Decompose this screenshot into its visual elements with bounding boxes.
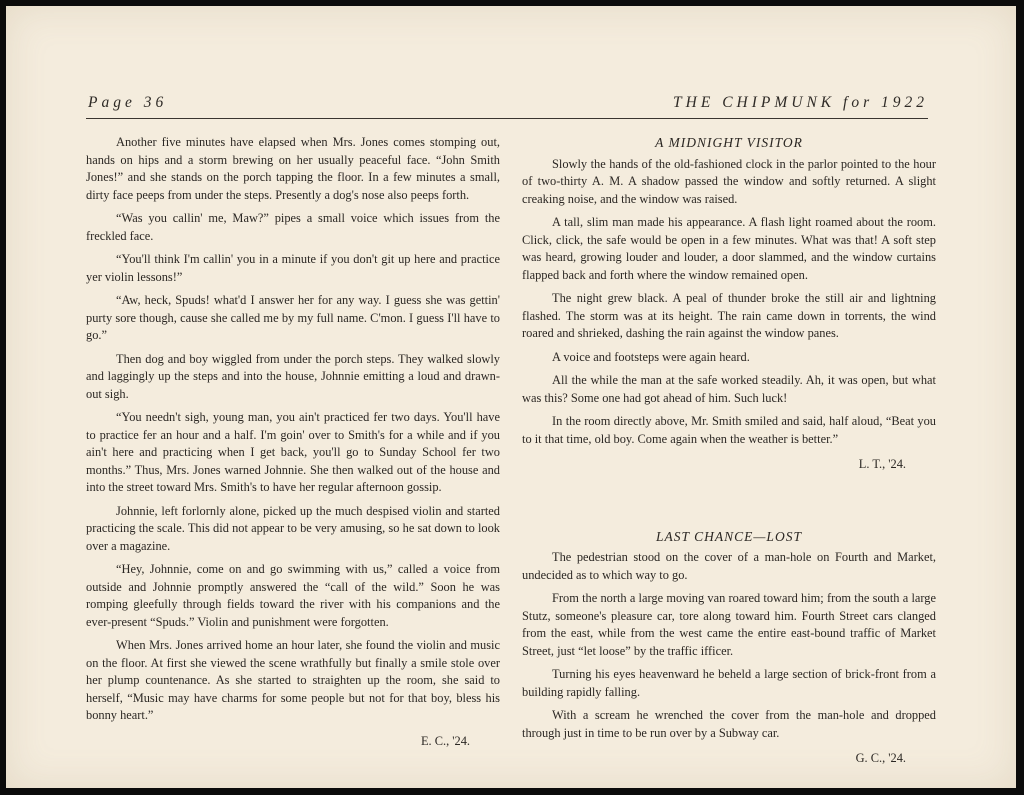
paragraph: Slowly the hands of the old-fashioned clock in the parlor pointed to the hour of two-thirty A. M. A shadow passed the window and softly returned. A slight creaking noise, and the window was raised. (522, 156, 936, 206)
paragraph: From the north a large moving van roared toward him; from the south a large Stutz, someone's pleasure car, tore along toward him. Fourth Street cars clanged from the east, while from the west came the entire east-bound traffic of Market Street, just “let loose” by the traffic ifficer. (522, 591, 936, 658)
paragraph: “Hey, Johnnie, come on and go swimming with us,” called a voice from outside and Johnnie promptly answered the “call of the wild.” Soon he was romping gleefully through fields toward the river with his companions and the ever-present “Spuds.” Violin and punishment were forgotten. (86, 562, 500, 629)
magazine-page (6, 6, 1016, 788)
paragraph: All the while the man at the safe worked steadily. Ah, it was open, but what was this? Some one had got ahead of him. Such luck! (522, 373, 936, 405)
magazine-title: THE CHIPMUNK for 1922 (673, 94, 928, 111)
author-signature: L. T., '24. (858, 457, 906, 471)
paragraph: “You needn't sigh, young man, you ain't practiced fer two days. You'll have to practice fer an hour and a half. I'm goin' over to Smith's for a while and if you ain't here and practicing when I get back, you'll go to Sunday School fer two months.” Thus, Mrs. Jones warned Johnnie. She then walked out of the house and into the street toward Mrs. Smith's to have her regular afternoon gossip. (86, 410, 500, 494)
story-spacer (522, 480, 936, 528)
paragraph: “Was you callin' me, Maw?” pipes a small voice which issues from the freckled face. (86, 211, 500, 243)
paragraph: A tall, slim man made his appearance. A flash light roamed about the room. Click, click, the safe would be open in a few minutes. What was that! A soft step was heard, growing louder and louder, a door slammed, and the window curtains flapped back and forth where the window remained open. (522, 215, 936, 282)
paragraph: Another five minutes have elapsed when Mrs. Jones comes stomping out, hands on hips and a storm brewing on her usually peaceful face. “John Smith Jones!” and she stands on the porch tapping the floor. In a few minutes a small, dirty face peeps from under the steps. Presently a dog's nose also peeps forth. (86, 135, 500, 202)
paragraph: Johnnie, left forlornly alone, picked up the much despised violin and started practicing the scale. This did not appear to be very amusing, so he sat down to look over a magazine. (86, 503, 500, 553)
paragraph: A voice and footsteps were again heard. (552, 349, 750, 364)
paragraph: With a scream he wrenched the cover from the man-hole and dropped through just in time to be run over by a Subway car. (522, 708, 936, 740)
paragraph: Turning his eyes heavenward he beheld a large section of brick-front from a building rapidly falling. (522, 667, 936, 699)
story-title: LAST CHANCE—LOST (656, 528, 802, 544)
paragraph: In the room directly above, Mr. Smith smiled and said, half aloud, “Beat you to it that time, old boy. Come again when the weather is better.” (522, 414, 936, 446)
author-signature: G. C., '24. (855, 751, 906, 765)
right-column (522, 134, 936, 774)
author-signature: E. C., '24. (420, 733, 470, 748)
paragraph: Then dog and boy wiggled from under the porch steps. They walked slowly and laggingly up the steps and into the house, Johnnie emitting a loud and drawn-out sigh. (86, 351, 500, 401)
paragraph: “Aw, heck, Spuds! what'd I answer her for any way. I guess she was gettin' purty sore though, cause she called me by my full name. C'mon. I guess I'll have to go.” (86, 293, 500, 342)
paragraph: The pedestrian stood on the cover of a man-hole on Fourth and Market, undecided as to which way to go. (522, 550, 936, 582)
page-header (86, 94, 928, 119)
page-number: Page 36 (88, 94, 168, 111)
paragraph: “You'll think I'm callin' you in a minute if you don't git up here and practice yer violin lessons!” (86, 252, 500, 284)
story-title: A MIDNIGHT VISITOR (655, 135, 803, 150)
paragraph: The night grew black. A peal of thunder broke the still air and lightning flashed. The storm was at its height. The rain came down in torrents, the wind roared and shrieked, dashing the rain against the window panes. (522, 291, 936, 340)
left-column (86, 134, 500, 756)
paragraph: When Mrs. Jones arrived home an hour later, she found the violin and music on the floor. At first she viewed the scene wrathfully but finally a smile stole over her plump countenance. As she started to straighten up the room, she said to herself, “Music may have charms for some people but not for that boy, bless his bonny heart.” (86, 638, 500, 722)
